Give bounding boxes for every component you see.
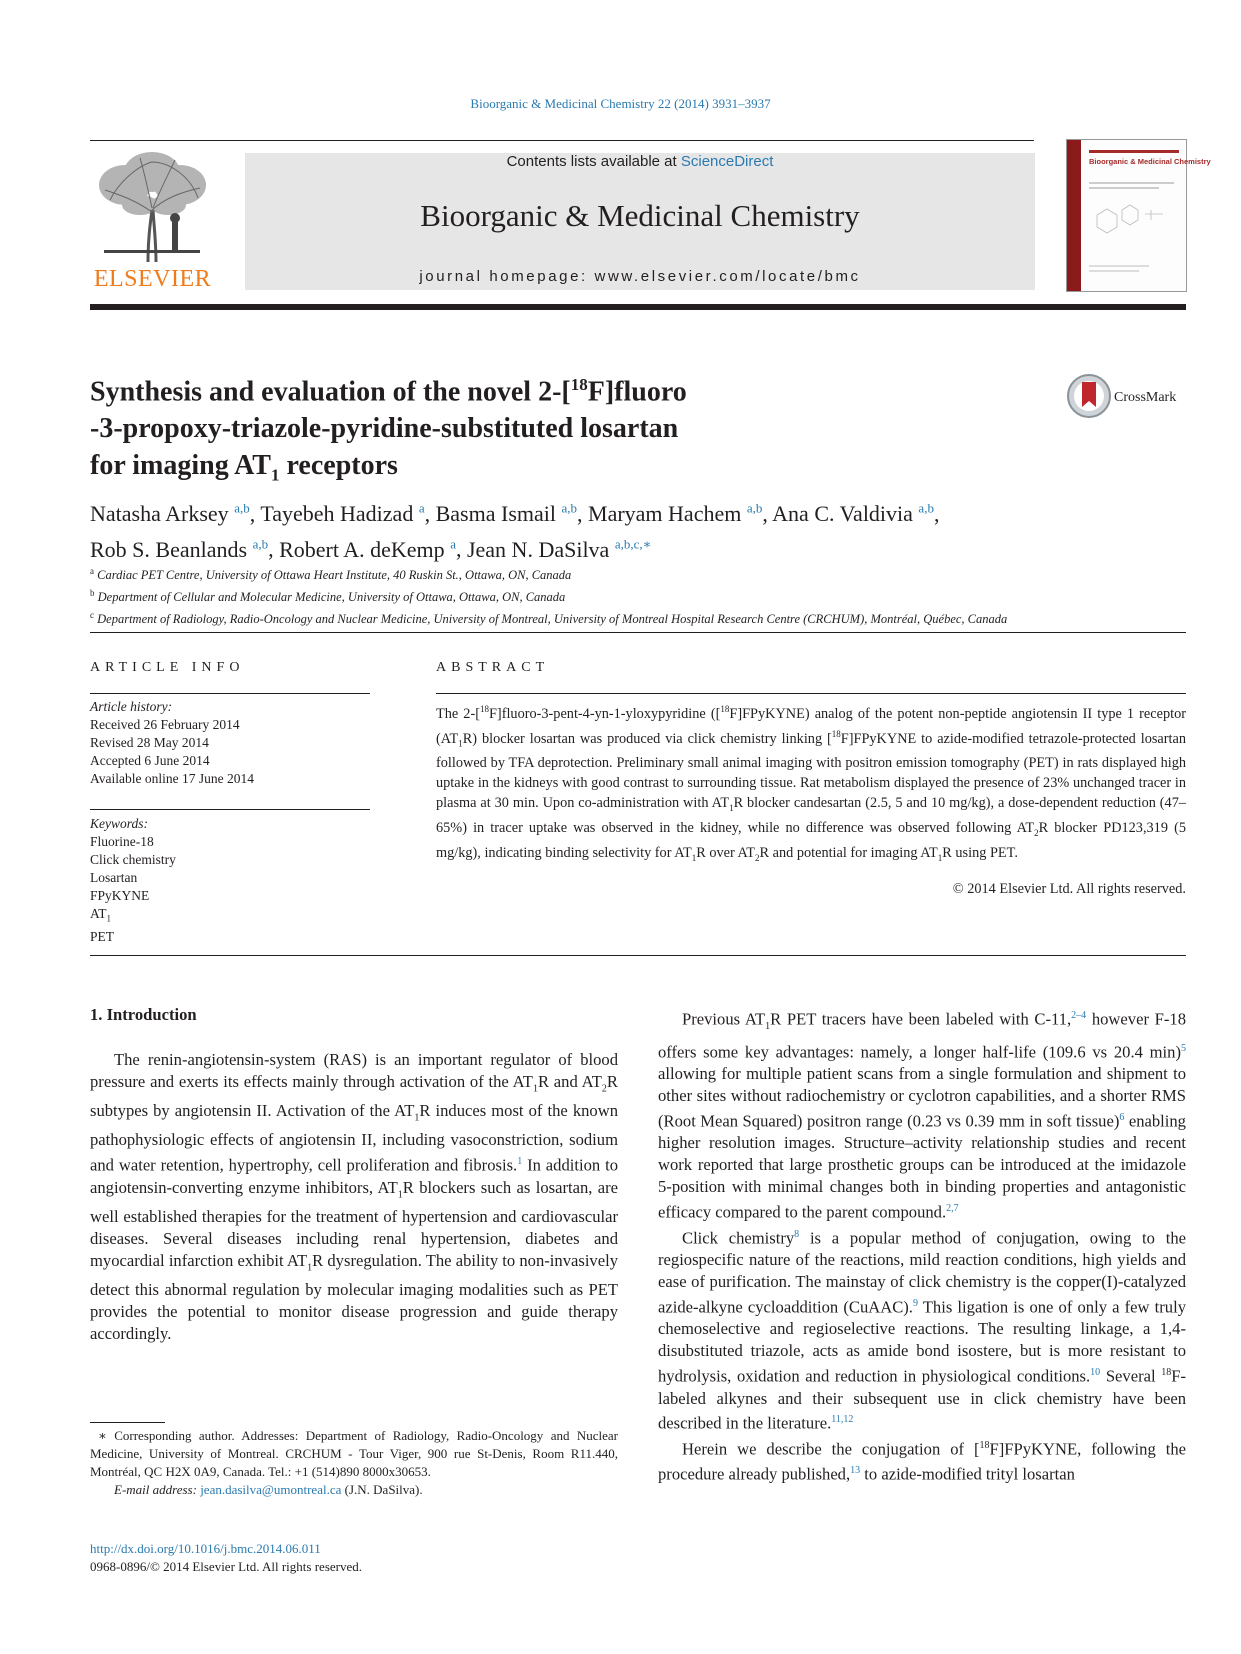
history-received: Received 26 February 2014 — [90, 717, 240, 732]
author[interactable]: Maryam Hachem $^{a,b}$ — [588, 501, 763, 527]
abstract-heading: ABSTRACT — [436, 660, 550, 675]
doi-block — [90, 1540, 618, 1576]
author[interactable]: Robert A. deKemp $^a$ — [279, 536, 456, 562]
keyword: FPyKYNE — [90, 888, 150, 903]
history-accepted: Accepted 6 June 2014 — [90, 753, 210, 768]
elsevier-wordmark: ELSEVIER — [93, 266, 212, 292]
sciencedirect-link[interactable]: ScienceDirect — [680, 153, 774, 170]
crossmark-button[interactable] — [1066, 373, 1191, 419]
header-thick-rule — [90, 304, 1186, 310]
author[interactable]: Ana C. Valdivia $^{a,b}$ — [772, 501, 934, 527]
affiliation: $^a$ Cardiac PET Centre, University of Ottawa Heart Institute, 40 Ruskin St., Ottawa, ON, Canada — [90, 566, 572, 583]
author[interactable]: Natasha Arksey $^{a,b}$ — [90, 501, 250, 527]
keyword: $AT_1$ — [90, 906, 111, 924]
elsevier-tree-icon — [90, 150, 215, 265]
article-title: Synthesis and evaluation of the novel 2-[$^{18}$F]fluoro -3-propoxy-triazole-pyridine-substituted losartan for imaging $AT_1$ receptors — [90, 375, 687, 485]
author[interactable]: Tayebeh Hadizad $^a$ — [260, 501, 425, 527]
article-info-rule — [90, 809, 370, 810]
history-online: Available online 17 June 2014 — [90, 771, 254, 786]
author[interactable]: Basma Ismail $^{a,b}$ — [435, 501, 578, 527]
keyword: Click chemistry — [90, 852, 176, 867]
section-heading-introduction: 1. Introduction — [90, 1005, 197, 1024]
keywords — [90, 815, 370, 946]
journal-title: Bioorganic & Medicinal Chemistry — [420, 198, 860, 233]
keyword: Fluorine-18 — [90, 834, 154, 849]
abstract-rule — [436, 693, 1186, 694]
journal-homepage-link[interactable]: journal homepage: www.elsevier.com/locate/bmc — [419, 268, 861, 285]
paragraph: The renin-angiotensin-system (RAS) is an important regulator of blood pressure and exerts its effects mainly through activation of the $AT_1R$ and $AT_2R$ subtypes by angiotensin II. Activation of the $AT_1R$ induces most of the known pathophysiologic effects of angiotensin II, including vasoconstriction, sodium and water retention, hypertrophy, cell proliferation and fibrosis.$^1$ In addition to angiotensin-converting enzyme inhibitors, $AT_1R$ blockers such as losartan, are well established therapies for the treatment of hypertension and cardiovascular diseases. Several diseases including renal hypertension, diabetes and myocardial infarction exhibit $AT_1R$ dysregulation. The ability to non-invasively detect this abnormal regulation by molecular imaging modalities such as PET provides the potential to monitor disease progression and guide therapy accordingly. — [90, 1050, 619, 1343]
body-column-right — [658, 1005, 1186, 1486]
header-rule — [90, 140, 1034, 141]
contents-line — [245, 153, 1035, 170]
affiliation: $^b$ Department of Cellular and Molecular Medicine, University of Ottawa, Ottawa, ON, Canada — [90, 588, 566, 605]
author[interactable]: Jean N. DaSilva $^{a,b,c,∗}$ — [466, 536, 652, 562]
email-link[interactable]: jean.dasilva@umontreal.ca — [200, 1482, 342, 1497]
keyword: PET — [90, 928, 115, 944]
affiliation: $^c$ Department of Radiology, Radio-Oncology and Nuclear Medicine, University of Montreal, University of Montreal Hospital Research Centre (CRCHUM), Montréal, Québec, Canada — [90, 610, 1008, 627]
abstract-copyright: © 2014 Elsevier Ltd. All rights reserved. — [952, 881, 1186, 897]
paragraph: Herein we describe the conjugation of [$^{18}$F]FPyKYNE, following the procedure already published,$^{13}$ to azide-modified trityl losartan — [658, 1439, 1187, 1484]
contents-prefix: Contents lists available at — [506, 153, 681, 170]
history-revised: Revised 28 May 2014 — [90, 735, 209, 750]
crossmark-label: CrossMark — [1114, 390, 1177, 405]
section-rule — [90, 955, 1186, 956]
corresponding-author-footnote — [90, 1427, 618, 1499]
author[interactable]: Rob S. Beanlands $^{a,b}$ — [90, 536, 269, 562]
keywords-label: Keywords: — [90, 816, 148, 831]
cover-image — [1067, 140, 1211, 291]
article-history-label: Article history: — [90, 699, 173, 714]
journal-cover-thumbnail[interactable] — [1066, 139, 1211, 292]
crossmark-icon — [1066, 373, 1112, 419]
journal-citation-link[interactable]: Bioorganic & Medicinal Chemistry 22 (2014) 3931–3937 — [470, 96, 771, 111]
article-info-heading: ARTICLE INFO — [90, 660, 245, 675]
doi-link[interactable]: http://dx.doi.org/10.1016/j.bmc.2014.06.011 — [90, 1541, 321, 1556]
elsevier-logo — [90, 150, 215, 293]
footnote-rule — [90, 1422, 165, 1423]
article-history — [90, 698, 370, 788]
author-list: Natasha Arksey $^{a,b}$, Tayebeh Hadizad $^a$, Basma Ismail $^{a,b}$, Maryam Hachem $^{a,b}$, Ana C. Valdivia $^{a,b}$, Rob S. Beanlands $^{a,b}$, Robert A. deKemp $^a$, Jean N. DaSilva $^{a,b,c,∗}$ — [90, 501, 940, 562]
section-rule — [90, 632, 1186, 633]
paragraph: Previous $AT_1R$ PET tracers have been labeled with C-11,$^{2-4}$ however F-18 offers some key advantages: namely, a longer half-life (109.6 vs 20.4 min)$^5$ allowing for multiple patient scans from a single formulation and shipment to other sites without radiochemistry or cyclotron capabilities, and a shorter RMS (Root Mean Squared) positron range (0.23 vs 0.39 mm in soft tissue)$^6$ enabling higher resolution images. Structure–activity relationship studies and recent work reported that large prosthetic groups can be introduced at the imidazole 5-position with minimal changes both in binding properties and antagonistic efficacy compared to the parent compound.$^{2,7}$ — [658, 1009, 1186, 1222]
article-info-rule — [90, 693, 370, 694]
cover-title: Bioorganic & Medicinal Chemistry — [1089, 157, 1211, 166]
abstract-text: The 2-[$^{18}$F]fluoro-3-pent-4-yn-1-yloxypyridine ([$^{18}$F]FPyKYNE) analog of the potent non-peptide angiotensin II type 1 receptor $(AT_1R)$ blocker losartan was produced via click chemistry linking [$^{18}$F]FPyKYNE to azide-modified tetrazole-protected losartan followed by TFA deprotection. Preliminary small animal imaging with positron emission tomography (PET) in rats displayed high uptake in the kidneys with good contrast to surrounding tissue. Rat metabolism displayed the presence of 23% unchanged tracer in plasma at 30 min. Upon co-administration with $AT_1R$ blocker candesartan (2.5, 5 and 10 mg/kg), a dose-dependent reduction (47–65%) in tracer uptake was observed in the kidney, while no difference was observed following $AT_2R$ blocker PD123,319 (5 mg/kg), indicating binding selectivity for $AT_1R$ over $AT_2R$ and potential for imaging $AT_1R$ using PET. — [436, 704, 1187, 863]
issn-copyright: 0968-0896/© 2014 Elsevier Ltd. All rights reserved. — [90, 1559, 362, 1574]
email-line: E-mail address: jean.dasilva@umontreal.ca (J.N. DaSilva). — [114, 1482, 423, 1497]
journal-masthead — [245, 153, 1035, 290]
keyword: Losartan — [90, 870, 138, 885]
paragraph: Click chemistry$^8$ is a popular method of conjugation, owing to the regiospecific nature of the reactions, mild reaction conditions, high yields and ease of purification. The mainstay of click chemistry is the copper(I)-catalyzed azide-alkyne cycloaddition (CuAAC).$^9$ This ligation is one of only a few truly chemoselective and regioselective reactions. The resulting linkage, a 1,4-disubstituted triazole, acts as amide bond isostere, but is more resistant to hydrolysis, oxidation and reduction in physiological conditions.$^{10}$ Several $^{18}$F-labeled alkynes and their subsequent use in click chemistry have been described in the literature.$^{11,12}$ — [658, 1228, 1186, 1433]
affiliations — [90, 562, 1190, 628]
corresponding-author-text: ∗ Corresponding author. Addresses: Department of Radiology, Radio-Oncology and Nuclear Medicine, University of Montreal. CRCHUM - Tour Viger, 900 rue St-Denis, Room R11.440, Montréal, QC H2X 0A9, Canada. Tel.: +1 (514)890 8000x30653. — [90, 1428, 618, 1479]
body-column-left — [90, 1049, 618, 1345]
